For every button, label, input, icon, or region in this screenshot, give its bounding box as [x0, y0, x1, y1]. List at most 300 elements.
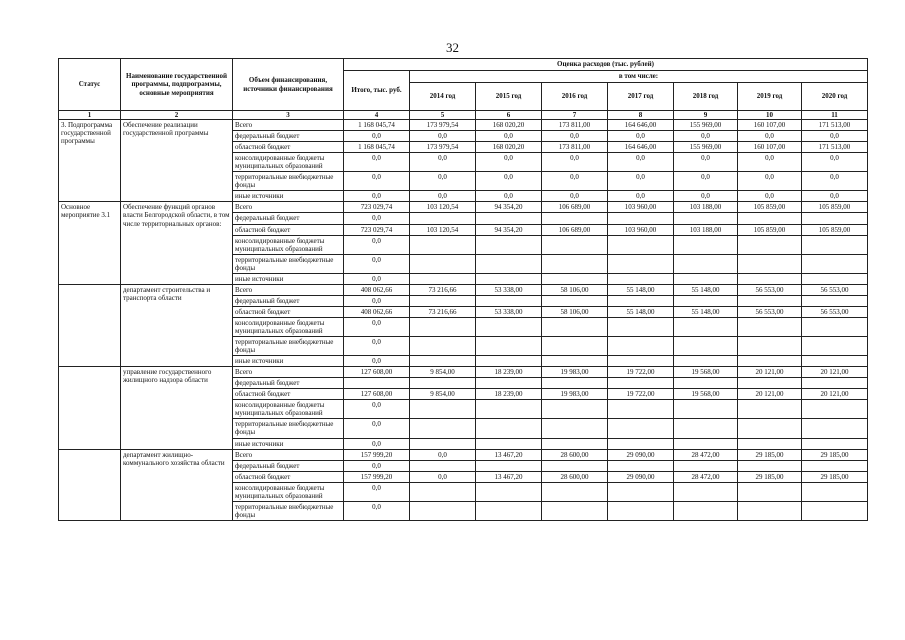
year-value	[476, 254, 542, 273]
year-value	[608, 356, 674, 367]
status-cell	[59, 284, 121, 366]
year-value	[738, 317, 802, 336]
year-value: 0,0	[476, 191, 542, 202]
year-value	[542, 482, 608, 501]
year-value: 0,0	[608, 131, 674, 142]
year-value	[674, 419, 738, 438]
year-value	[410, 501, 476, 520]
funding-source: иные источники	[233, 191, 344, 202]
table-row	[59, 202, 868, 213]
column-number: 4	[344, 111, 410, 120]
year-value: 0,0	[802, 153, 868, 172]
year-value	[542, 337, 608, 356]
year-value: 0,0	[802, 172, 868, 191]
year-value	[674, 378, 738, 389]
total-value: 0,0	[344, 295, 410, 306]
year-value	[476, 501, 542, 520]
year-value: 0,0	[674, 172, 738, 191]
year-value	[674, 337, 738, 356]
year-value	[802, 400, 868, 419]
year-value	[608, 501, 674, 520]
year-value	[542, 317, 608, 336]
year-value: 19 722,00	[608, 389, 674, 400]
year-value	[476, 213, 542, 224]
year-value: 0,0	[608, 153, 674, 172]
year-value	[738, 337, 802, 356]
year-value: 106 689,00	[542, 224, 608, 235]
year-value	[608, 254, 674, 273]
funding-source: областной бюджет	[233, 142, 344, 153]
year-value	[542, 460, 608, 471]
year-value	[738, 235, 802, 254]
total-value: 0,0	[344, 501, 410, 520]
year-value: 19 568,00	[674, 367, 738, 378]
year-value	[542, 213, 608, 224]
year-value: 0,0	[738, 131, 802, 142]
year-value	[802, 501, 868, 520]
year-value	[608, 235, 674, 254]
year-value: 19 983,00	[542, 389, 608, 400]
column-number: 7	[542, 111, 608, 120]
total-value: 0,0	[344, 213, 410, 224]
year-value	[738, 378, 802, 389]
year-value: 0,0	[476, 131, 542, 142]
total-value: 0,0	[344, 191, 410, 202]
year-value: 0,0	[802, 191, 868, 202]
year-value: 164 646,00	[608, 120, 674, 131]
total-value: 0,0	[344, 460, 410, 471]
header-year: 2019 год	[738, 83, 802, 111]
year-value	[738, 400, 802, 419]
funding-source: Всего	[233, 367, 344, 378]
header-total: Итого, тыс. руб.	[344, 71, 410, 111]
year-value	[608, 482, 674, 501]
year-value	[410, 254, 476, 273]
year-value	[802, 235, 868, 254]
column-number: 6	[476, 111, 542, 120]
year-value	[608, 295, 674, 306]
year-value	[608, 460, 674, 471]
year-value	[738, 460, 802, 471]
year-value	[802, 295, 868, 306]
header-year: 2018 год	[674, 83, 738, 111]
year-value: 106 689,00	[542, 202, 608, 213]
year-value: 29 185,00	[738, 449, 802, 460]
column-number: 11	[802, 111, 868, 120]
year-value	[608, 419, 674, 438]
header-year: 2016 год	[542, 83, 608, 111]
funding-source: областной бюджет	[233, 224, 344, 235]
year-value: 0,0	[542, 131, 608, 142]
year-value	[476, 317, 542, 336]
header-year: 2014 год	[410, 83, 476, 111]
total-value: 723 029,74	[344, 224, 410, 235]
year-value	[542, 419, 608, 438]
year-value: 103 120,54	[410, 202, 476, 213]
total-value: 0,0	[344, 254, 410, 273]
year-value	[674, 438, 738, 449]
total-value: 0,0	[344, 482, 410, 501]
year-value: 13 467,20	[476, 449, 542, 460]
year-value: 28 600,00	[542, 449, 608, 460]
funding-source: федеральный бюджет	[233, 131, 344, 142]
total-value: 408 062,66	[344, 306, 410, 317]
year-value	[410, 356, 476, 367]
year-value	[542, 378, 608, 389]
year-value: 28 472,00	[674, 471, 738, 482]
year-value: 55 148,00	[674, 284, 738, 295]
year-value: 0,0	[542, 191, 608, 202]
header-funding: Объем финансирования, источники финансирования	[233, 59, 344, 111]
year-value	[476, 482, 542, 501]
funding-source: федеральный бюджет	[233, 378, 344, 389]
total-value: 127 608,00	[344, 367, 410, 378]
year-value: 55 148,00	[608, 284, 674, 295]
year-value	[802, 419, 868, 438]
year-value	[802, 438, 868, 449]
year-value: 20 121,00	[738, 389, 802, 400]
year-value	[476, 419, 542, 438]
year-value	[410, 317, 476, 336]
year-value: 0,0	[674, 191, 738, 202]
funding-source: консолидированные бюджеты муниципальных образований	[233, 400, 344, 419]
year-value: 20 121,00	[738, 367, 802, 378]
funding-source: консолидированные бюджеты муниципальных образований	[233, 482, 344, 501]
year-value	[674, 356, 738, 367]
year-value	[410, 460, 476, 471]
funding-source: территориальные внебюджетные фонды	[233, 501, 344, 520]
name-cell: Обеспечение функций органов власти Белгородской области, в том числе территориальных органов:	[121, 202, 233, 284]
name-cell: департамент строительства и транспорта области	[121, 284, 233, 366]
year-value	[542, 501, 608, 520]
funding-source: консолидированные бюджеты муниципальных образований	[233, 153, 344, 172]
year-value	[738, 356, 802, 367]
year-value: 155 969,00	[674, 120, 738, 131]
year-value: 0,0	[476, 153, 542, 172]
year-value: 0,0	[738, 172, 802, 191]
year-value: 103 120,54	[410, 224, 476, 235]
year-value	[410, 419, 476, 438]
header-year: 2015 год	[476, 83, 542, 111]
year-value: 0,0	[476, 172, 542, 191]
year-value: 9 854,00	[410, 367, 476, 378]
funding-source: территориальные внебюджетные фонды	[233, 337, 344, 356]
year-value: 28 472,00	[674, 449, 738, 460]
year-value: 29 090,00	[608, 471, 674, 482]
year-value	[738, 482, 802, 501]
year-value: 160 107,00	[738, 142, 802, 153]
year-value	[674, 254, 738, 273]
year-value: 0,0	[674, 153, 738, 172]
funding-source: территориальные внебюджетные фонды	[233, 254, 344, 273]
year-value: 53 338,00	[476, 284, 542, 295]
year-value	[410, 378, 476, 389]
column-number: 10	[738, 111, 802, 120]
table-row	[59, 284, 868, 295]
year-value: 155 969,00	[674, 142, 738, 153]
year-value: 0,0	[738, 153, 802, 172]
year-value	[476, 400, 542, 419]
header-year: 2020 год	[802, 83, 868, 111]
funding-source: Всего	[233, 449, 344, 460]
funding-source: областной бюджет	[233, 306, 344, 317]
year-value: 0,0	[410, 153, 476, 172]
year-value	[738, 213, 802, 224]
funding-source: Всего	[233, 120, 344, 131]
year-value	[802, 460, 868, 471]
year-value: 9 854,00	[410, 389, 476, 400]
funding-source: консолидированные бюджеты муниципальных образований	[233, 235, 344, 254]
funding-source: Всего	[233, 284, 344, 295]
year-value: 0,0	[608, 191, 674, 202]
year-value: 0,0	[410, 172, 476, 191]
year-value: 171 513,00	[802, 120, 868, 131]
total-value: 0,0	[344, 400, 410, 419]
year-value: 56 553,00	[802, 306, 868, 317]
year-value	[608, 378, 674, 389]
year-value: 13 467,20	[476, 471, 542, 482]
year-value	[476, 235, 542, 254]
year-value	[476, 273, 542, 284]
year-value	[802, 273, 868, 284]
year-value	[476, 438, 542, 449]
year-value	[674, 482, 738, 501]
name-cell: Обеспечение реализации государственной программы	[121, 120, 233, 202]
year-value	[738, 419, 802, 438]
header-year: 2017 год	[608, 83, 674, 111]
year-value: 0,0	[410, 131, 476, 142]
year-value: 0,0	[738, 191, 802, 202]
total-value: 1 168 045,74	[344, 142, 410, 153]
name-cell: управление государственного жилищного надзора области	[121, 367, 233, 449]
year-value: 103 960,00	[608, 224, 674, 235]
year-value	[674, 295, 738, 306]
year-value: 19 568,00	[674, 389, 738, 400]
year-value	[476, 378, 542, 389]
year-value: 56 553,00	[738, 306, 802, 317]
year-value	[476, 356, 542, 367]
year-value: 73 216,66	[410, 306, 476, 317]
column-number: 1	[59, 111, 121, 120]
year-value	[674, 317, 738, 336]
year-value: 53 338,00	[476, 306, 542, 317]
header-status: Статус	[59, 59, 121, 111]
year-value	[410, 438, 476, 449]
year-value	[738, 438, 802, 449]
year-value	[542, 273, 608, 284]
year-value: 0,0	[410, 471, 476, 482]
year-value	[410, 482, 476, 501]
year-value: 19 983,00	[542, 367, 608, 378]
year-value: 105 859,00	[802, 224, 868, 235]
year-value	[802, 378, 868, 389]
year-value	[802, 254, 868, 273]
year-value: 0,0	[674, 131, 738, 142]
year-value	[542, 356, 608, 367]
year-value: 105 859,00	[802, 202, 868, 213]
year-value	[476, 337, 542, 356]
total-value: 0,0	[344, 131, 410, 142]
total-value: 0,0	[344, 317, 410, 336]
funding-source: федеральный бюджет	[233, 460, 344, 471]
year-value: 56 553,00	[802, 284, 868, 295]
status-cell	[59, 367, 121, 449]
year-value	[674, 460, 738, 471]
year-value: 73 216,66	[410, 284, 476, 295]
header-estimate: Оценка расходов (тыс. рублей)	[344, 59, 868, 71]
year-value	[410, 295, 476, 306]
year-value: 103 960,00	[608, 202, 674, 213]
total-value: 0,0	[344, 172, 410, 191]
year-value	[410, 400, 476, 419]
year-value: 29 185,00	[738, 471, 802, 482]
year-value	[608, 337, 674, 356]
total-value: 127 608,00	[344, 389, 410, 400]
total-value: 0,0	[344, 273, 410, 284]
year-value: 94 354,20	[476, 202, 542, 213]
year-value: 29 185,00	[802, 471, 868, 482]
year-value	[608, 213, 674, 224]
table-row	[59, 120, 868, 131]
year-value	[802, 317, 868, 336]
year-value: 103 188,00	[674, 224, 738, 235]
table-row	[59, 449, 868, 460]
year-value	[802, 337, 868, 356]
year-value: 168 020,20	[476, 120, 542, 131]
status-cell	[59, 449, 121, 520]
year-value	[476, 460, 542, 471]
year-value: 58 106,00	[542, 306, 608, 317]
year-value: 0,0	[608, 172, 674, 191]
total-value: 1 168 045,74	[344, 120, 410, 131]
year-value: 105 859,00	[738, 224, 802, 235]
funding-source: Всего	[233, 202, 344, 213]
year-value	[802, 213, 868, 224]
year-value	[674, 400, 738, 419]
year-value	[542, 254, 608, 273]
year-value	[608, 317, 674, 336]
total-value: 0,0	[344, 419, 410, 438]
funding-source: иные источники	[233, 438, 344, 449]
year-value: 56 553,00	[738, 284, 802, 295]
total-value: 0,0	[344, 235, 410, 254]
year-value: 160 107,00	[738, 120, 802, 131]
funding-source: иные источники	[233, 273, 344, 284]
year-value	[608, 273, 674, 284]
year-value: 164 646,00	[608, 142, 674, 153]
year-value: 29 090,00	[608, 449, 674, 460]
year-value: 0,0	[802, 131, 868, 142]
funding-source: территориальные внебюджетные фонды	[233, 172, 344, 191]
total-value: 157 999,20	[344, 449, 410, 460]
total-value: 723 029,74	[344, 202, 410, 213]
year-value	[674, 213, 738, 224]
funding-source: федеральный бюджет	[233, 295, 344, 306]
year-value	[802, 356, 868, 367]
year-value	[542, 438, 608, 449]
year-value: 173 811,00	[542, 142, 608, 153]
year-value: 173 811,00	[542, 120, 608, 131]
year-value: 58 106,00	[542, 284, 608, 295]
year-value: 105 859,00	[738, 202, 802, 213]
funding-source: территориальные внебюджетные фонды	[233, 419, 344, 438]
year-value: 168 020,20	[476, 142, 542, 153]
funding-source: иные источники	[233, 356, 344, 367]
year-value	[674, 273, 738, 284]
total-value: 0,0	[344, 153, 410, 172]
year-value	[410, 213, 476, 224]
header-name: Наименование государственной программы, подпрограммы, основные мероприятия	[121, 59, 233, 111]
year-value: 0,0	[410, 449, 476, 460]
year-value: 29 185,00	[802, 449, 868, 460]
expenditure-table	[58, 58, 868, 521]
year-value	[410, 337, 476, 356]
column-number: 8	[608, 111, 674, 120]
year-value: 20 121,00	[802, 389, 868, 400]
column-number: 5	[410, 111, 476, 120]
total-value: 0,0	[344, 356, 410, 367]
column-number: 3	[233, 111, 344, 120]
year-value	[802, 482, 868, 501]
total-value	[344, 378, 410, 389]
year-value	[738, 273, 802, 284]
year-value: 0,0	[542, 153, 608, 172]
total-value: 0,0	[344, 438, 410, 449]
column-number: 9	[674, 111, 738, 120]
year-value: 18 239,00	[476, 389, 542, 400]
status-cell: 3. Подпрограмма государственной программы	[59, 120, 121, 202]
year-value	[738, 254, 802, 273]
year-value: 55 148,00	[674, 306, 738, 317]
year-value	[542, 295, 608, 306]
year-value	[674, 235, 738, 254]
year-value: 19 722,00	[608, 367, 674, 378]
funding-source: консолидированные бюджеты муниципальных образований	[233, 317, 344, 336]
year-value	[608, 438, 674, 449]
year-value	[608, 400, 674, 419]
name-cell: департамент жилищно-коммунального хозяйства области	[121, 449, 233, 520]
year-value: 55 148,00	[608, 306, 674, 317]
year-value	[542, 235, 608, 254]
column-number: 2	[121, 111, 233, 120]
funding-source: федеральный бюджет	[233, 213, 344, 224]
year-value: 103 188,00	[674, 202, 738, 213]
total-value: 0,0	[344, 337, 410, 356]
year-value	[476, 295, 542, 306]
year-value: 28 600,00	[542, 471, 608, 482]
year-value: 171 513,00	[802, 142, 868, 153]
year-value	[542, 400, 608, 419]
status-cell: Основное мероприятие 3.1	[59, 202, 121, 284]
year-value: 0,0	[542, 172, 608, 191]
year-value	[738, 295, 802, 306]
funding-source: областной бюджет	[233, 471, 344, 482]
header-including: в том числе:	[410, 71, 868, 83]
year-value: 94 354,20	[476, 224, 542, 235]
year-value	[410, 235, 476, 254]
total-value: 408 062,66	[344, 284, 410, 295]
year-value	[410, 273, 476, 284]
year-value	[674, 501, 738, 520]
year-value: 18 239,00	[476, 367, 542, 378]
year-value: 0,0	[410, 191, 476, 202]
total-value: 157 999,20	[344, 471, 410, 482]
year-value	[738, 501, 802, 520]
year-value: 173 979,54	[410, 120, 476, 131]
table-row	[59, 367, 868, 378]
year-value: 173 979,54	[410, 142, 476, 153]
page-number: 32	[446, 40, 459, 55]
